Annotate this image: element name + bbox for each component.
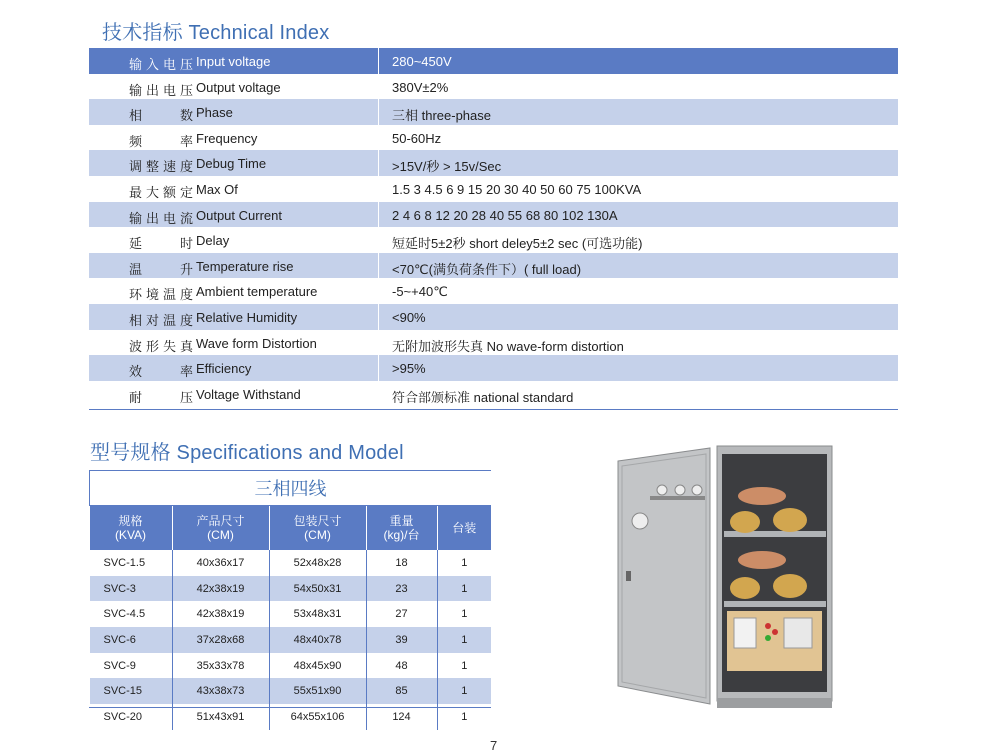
tech-divider xyxy=(378,99,379,125)
spec-cell: 43x38x73 xyxy=(172,678,269,704)
tech-divider xyxy=(378,227,379,253)
spec-cell: 18 xyxy=(366,550,437,576)
tech-cn-label: 相数 xyxy=(129,108,193,124)
specifications-table xyxy=(89,470,491,730)
spec-cell: 48x40x78 xyxy=(269,627,366,653)
tech-divider xyxy=(378,381,379,407)
voltage-stabilizer-cabinet-image xyxy=(612,436,842,716)
spec-row xyxy=(90,550,492,576)
tech-divider xyxy=(378,125,379,151)
spec-cell: 42x38x19 xyxy=(172,576,269,602)
tech-en-label: Debug Time xyxy=(196,156,267,172)
spec-cell: SVC-6 xyxy=(90,627,173,653)
tech-cn-label: 输出电流 xyxy=(129,210,193,226)
tech-value: 三相 three-phase xyxy=(392,108,491,124)
spec-cell: SVC-9 xyxy=(90,653,173,679)
tech-row xyxy=(89,99,898,125)
spec-cell: 39 xyxy=(366,627,437,653)
tech-en-label: Max Of xyxy=(196,181,238,197)
spec-cell: 64x55x106 xyxy=(269,704,366,730)
tech-row xyxy=(89,150,898,176)
tech-en-label: Output voltage xyxy=(196,79,281,95)
tech-row xyxy=(89,381,898,407)
tech-value: 50-60Hz xyxy=(392,130,442,146)
tech-cn-label: 延时 xyxy=(129,236,193,252)
tech-cn-label: 调整速度 xyxy=(129,159,193,175)
spec-cell: 54x50x31 xyxy=(269,576,366,602)
tech-row xyxy=(89,202,898,228)
tech-value: 280~450V xyxy=(392,54,452,69)
spec-cell: 23 xyxy=(366,576,437,602)
spec-cell: 51x43x91 xyxy=(172,704,269,730)
spec-header-product-size: 产品尺寸 (CM) xyxy=(172,506,269,551)
tech-en-label: Efficiency xyxy=(196,361,252,377)
tech-row xyxy=(89,176,898,202)
tech-cn-label: 效率 xyxy=(129,364,193,380)
spec-row xyxy=(90,653,492,679)
tech-cn-label: 温升 xyxy=(129,261,193,277)
tech-value: 380V±2% xyxy=(392,79,449,95)
tech-divider xyxy=(378,74,379,100)
tech-divider xyxy=(378,330,379,356)
tech-row xyxy=(89,74,898,100)
spec-row xyxy=(90,678,492,704)
tech-divider xyxy=(378,278,379,304)
tech-divider xyxy=(378,150,379,176)
tech-value: <70℃(满负荷条件下）( full load) xyxy=(392,261,582,277)
tech-cn-label: 耐压 xyxy=(129,389,193,405)
technical-index-table xyxy=(89,48,898,406)
tech-en-label: Relative Humidity xyxy=(196,309,298,325)
spec-cell: 40x36x17 xyxy=(172,550,269,576)
tech-cn-label: 波形失真 xyxy=(129,338,193,354)
spec-cell: 1 xyxy=(461,556,468,569)
tech-en-label: Delay xyxy=(196,233,230,249)
tech-row xyxy=(89,48,898,74)
spec-cell: 1 xyxy=(461,608,468,621)
spec-header-row xyxy=(90,506,492,551)
tech-row xyxy=(89,355,898,381)
spec-header-units: 台装 xyxy=(437,506,491,551)
spec-cell: SVC-15 xyxy=(90,678,173,704)
spec-row xyxy=(90,601,492,627)
tech-value: 1.5 3 4.5 6 9 15 20 30 40 50 60 75 100KVA xyxy=(392,181,642,197)
spec-header-weight: 重量 (kg)/台 xyxy=(366,506,437,551)
tech-cn-label: 环境温度 xyxy=(129,287,193,303)
spec-cell: 85 xyxy=(366,678,437,704)
spec-cell: 1 xyxy=(437,678,491,704)
tech-row xyxy=(89,304,898,330)
spec-cell: SVC-3 xyxy=(90,576,173,602)
spec-header-model: 规格 (KVA) xyxy=(90,506,173,551)
tech-en-label: Output Current xyxy=(196,207,282,223)
technical-index-title: 技术指标 Technical Index xyxy=(102,22,330,44)
tech-en-label: Frequency xyxy=(196,130,258,146)
spec-cell: 48 xyxy=(366,653,437,679)
tech-en-label: Wave form Distortion xyxy=(196,335,317,351)
tech-divider xyxy=(378,304,379,330)
tech-cn-label: 最大额定 xyxy=(129,184,193,200)
spec-cell: 1 xyxy=(437,627,491,653)
spec-cell: 35x33x78 xyxy=(172,653,269,679)
spec-cell: SVC-4.5 xyxy=(90,601,173,627)
spec-cell: 1 xyxy=(461,659,468,672)
tech-divider xyxy=(378,176,379,202)
tech-divider xyxy=(378,202,379,228)
spec-cell: 55x51x90 xyxy=(269,678,366,704)
tech-en-label: Temperature rise xyxy=(196,258,294,274)
spec-row xyxy=(90,576,492,602)
spec-cell: 53x48x31 xyxy=(269,601,366,627)
tech-en-label: Input voltage xyxy=(196,54,271,69)
tech-value: 2 4 6 8 12 20 28 40 55 68 80 102 130A xyxy=(392,207,618,223)
spec-header-package-size: 包装尺寸 (CM) xyxy=(269,506,366,551)
tech-value: 符合部颁标准 national standard xyxy=(392,389,574,405)
spec-caption: 三相四线 xyxy=(90,471,492,506)
tech-row xyxy=(89,278,898,304)
tech-value: <90% xyxy=(392,309,426,325)
spec-cell: 1 xyxy=(437,576,491,602)
spec-cell: SVC-1.5 xyxy=(90,550,173,576)
tech-en-label: Phase xyxy=(196,105,233,121)
spec-bottom-rule xyxy=(89,707,491,708)
spec-cell: 52x48x28 xyxy=(269,550,366,576)
tech-divider xyxy=(378,355,379,381)
tech-row xyxy=(89,330,898,356)
spec-cell: 42x38x19 xyxy=(172,601,269,627)
tech-en-label: Ambient temperature xyxy=(196,284,318,300)
tech-value: >95% xyxy=(392,361,426,377)
tech-cn-label: 输入电压 xyxy=(129,57,193,72)
spec-cell: 1 xyxy=(461,710,468,723)
tech-value: 短延时5±2秒 short deley5±2 sec (可选功能) xyxy=(392,236,643,252)
tech-row xyxy=(89,253,898,279)
spec-cell: SVC-20 xyxy=(90,704,173,730)
tech-cn-label: 相对温度 xyxy=(129,312,193,328)
spec-row xyxy=(90,627,492,653)
tech-divider xyxy=(378,253,379,279)
tech-value: >15V/秒 > 15v/Sec xyxy=(392,159,502,175)
tech-value: -5~+40℃ xyxy=(392,284,448,300)
tech-divider xyxy=(378,48,379,74)
tech-cn-label: 输出电压 xyxy=(129,82,193,98)
spec-cell: 124 xyxy=(366,704,437,730)
tech-row xyxy=(89,227,898,253)
spec-cell: 48x45x90 xyxy=(269,653,366,679)
spec-cell: 27 xyxy=(366,601,437,627)
spec-cell: 37x28x68 xyxy=(172,627,269,653)
tech-row xyxy=(89,125,898,151)
tech-value: 无附加波形失真 No wave-form distortion xyxy=(392,338,624,354)
page-number: 7 xyxy=(490,738,498,753)
specifications-title: 型号规格 Specifications and Model xyxy=(90,442,404,464)
tech-en-label: Voltage Withstand xyxy=(196,386,301,402)
technical-index-bottom-rule xyxy=(89,409,898,410)
tech-cn-label: 频率 xyxy=(129,133,193,149)
